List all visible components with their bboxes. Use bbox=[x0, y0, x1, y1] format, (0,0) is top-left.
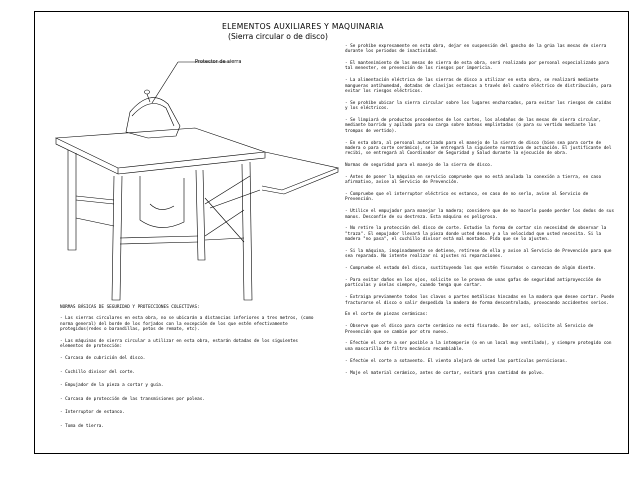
norm-item: - Compruebe que el interruptor eléctrico es estanco, en caso de no serlo, avise al Servicio de Prevención. bbox=[345, 192, 589, 203]
norm-item: - Extraiga previamente todos los clavos o partes metálicas hincadas en la madera que desee cortar. Puede fracturarse el disco o salir despedida la madera de forma descontrolada, provocando accidentes serios. bbox=[345, 295, 615, 306]
sheet-title: ELEMENTOS AUXILIARES Y MAQUINARIA bbox=[222, 22, 384, 31]
left-paragraph: - Las sierras circulares en esta obra, no se ubicarán a distancias inferiores a tres metros, (como norma general) del borde de los forjados con la excepción de los que estén efectivamente protegidos(redes o barandillas, petos de remate, etc). bbox=[60, 316, 314, 332]
sheet-subtitle: (Sierra circular o de disco) bbox=[228, 32, 328, 41]
norm-item: - Antes de poner la máquina en servicio compruebe que no está anulada la conexión a tierra, en caso afirmativo, avise al Servicio de Prevención. bbox=[345, 174, 602, 186]
blade-guard-label: Protector de sierra bbox=[195, 59, 242, 65]
right-paragraph: - Se limpiará de productos procedentes de los cortes, los aledaños de las mesas de sierra circular, mediante barrido y apilado para su carga sobre bateas emplintadas (o para su vertido mediante las trompas de vertido). bbox=[345, 118, 602, 134]
list-item: - Cuchillo divisor del corte. bbox=[60, 369, 136, 375]
norm-item: - Utilice el empujador para manejar la madera; considere que de no hacerlo puede perder los dedos de sus manos. Desconfíe de su destreza. Esta máquina es peligrosa. bbox=[345, 209, 615, 220]
right-paragraph: - La alimentación eléctrica de las sierras de disco a utilizar en esta obra, se realizará mediante mangueras antihumedad, dotadas de clavijas estancas a través del cuadro eléctrico de distribución, para evitar los riesgos eléctricos. bbox=[345, 78, 612, 94]
right-paragraph: - Se prohíbe ubicar la sierra circular sobre los lugares encharcados, para evitar los riesgos de caídas y los eléctricos. bbox=[345, 100, 612, 112]
left-paragraph: - Las máquinas de sierra circular a utilizar en esta obra, estarán dotadas de los siguientes elementos de protección: bbox=[60, 338, 298, 350]
norms-heading: Normas de seguridad para el manejo de la sierra de disco. bbox=[345, 163, 493, 169]
ceramic-item: - Moje el material cerámico, antes de cortar, evitará gran cantidad de polvo. bbox=[345, 370, 545, 376]
ceramic-item: - Observe que el disco para corte cerámico no está fisurado. De ser así, solicite al Servicio de Prevención que se cambie por otro nuevo. bbox=[345, 324, 594, 335]
norm-item: - Si la máquina, inopinadamente se detiene, retírese de ella y avise al Servicio de Prevención para que sea reparada. No intente realizar ni ajustes ni reparaciones. bbox=[345, 248, 612, 260]
ceramic-item: - Efectúe el corte a sotavento. El viento alejará de usted las partículas perniciosas. bbox=[345, 358, 568, 364]
right-paragraph: - En esta obra, al personal autorizado para el manejo de la sierra de disco (bien sea para corte de madera o para corte cerámico), se le entregará la siguiente normativa de actuación. El justificante del recibí, se entregará al Coordinador de Seguridad y Salud durante la ejecución de obra. bbox=[345, 140, 612, 157]
list-item: - Carcasa de cubrición del disco. bbox=[60, 355, 146, 361]
right-paragraph: - El mantenimiento de las mesas de sierra de esta obra, será realizado por personal especializado para tal menester, en prevención de los riesgos por impericia. bbox=[345, 61, 609, 72]
collective-protection-column bbox=[60, 305, 322, 438]
left-column-heading: NORMAS BÁSICAS DE SEGURIDAD Y PROTECCIONES COLECTIVAS: bbox=[60, 305, 200, 310]
list-item: - Carcasa de protección de las transmisiones por poleas. bbox=[60, 396, 205, 402]
norm-item: - No retire la protección del disco de corte. Estudie la forma de cortar sin necesidad de observar la "traza". El empujador llevará la pieza donde usted desea y a la velocidad que usted necesita. Si la madera "no pasa", el cuchillo divisor está mal montado. Pida que se lo ajusten. bbox=[345, 226, 607, 243]
protection-elements-list bbox=[60, 356, 322, 429]
safety-rules-column bbox=[345, 44, 615, 382]
list-item: - Empujador de la pieza a cortar y guía. bbox=[60, 383, 164, 389]
right-paragraph: - Se prohíbe expresamente en esta obra, dejar en suspensión del gancho de la grúa las mesas de sierra durante los periodos de inactividad. bbox=[345, 44, 607, 55]
ceramic-heading: En el corte de piezas cerámicas: bbox=[345, 312, 428, 318]
list-item: - Interruptor de estanco. bbox=[60, 410, 125, 416]
norm-item: - Compruebe el estado del disco, sustituyendo los que estén fisurados o carezcan de algún diente. bbox=[345, 266, 596, 272]
ceramic-item: - Efectúe el corte a ser posible a la intemperie (o en un local muy ventilado), y siempre protegido con una mascarilla de filtro mecánico recambiable. bbox=[345, 341, 612, 352]
list-item: - Toma de tierra. bbox=[60, 423, 104, 429]
norm-item: - Para evitar daños en los ojos, solicite se le provea de unas gafas de seguridad antiproyección de partículas y úselas siempre, cuando tenga que cortar. bbox=[345, 278, 602, 289]
